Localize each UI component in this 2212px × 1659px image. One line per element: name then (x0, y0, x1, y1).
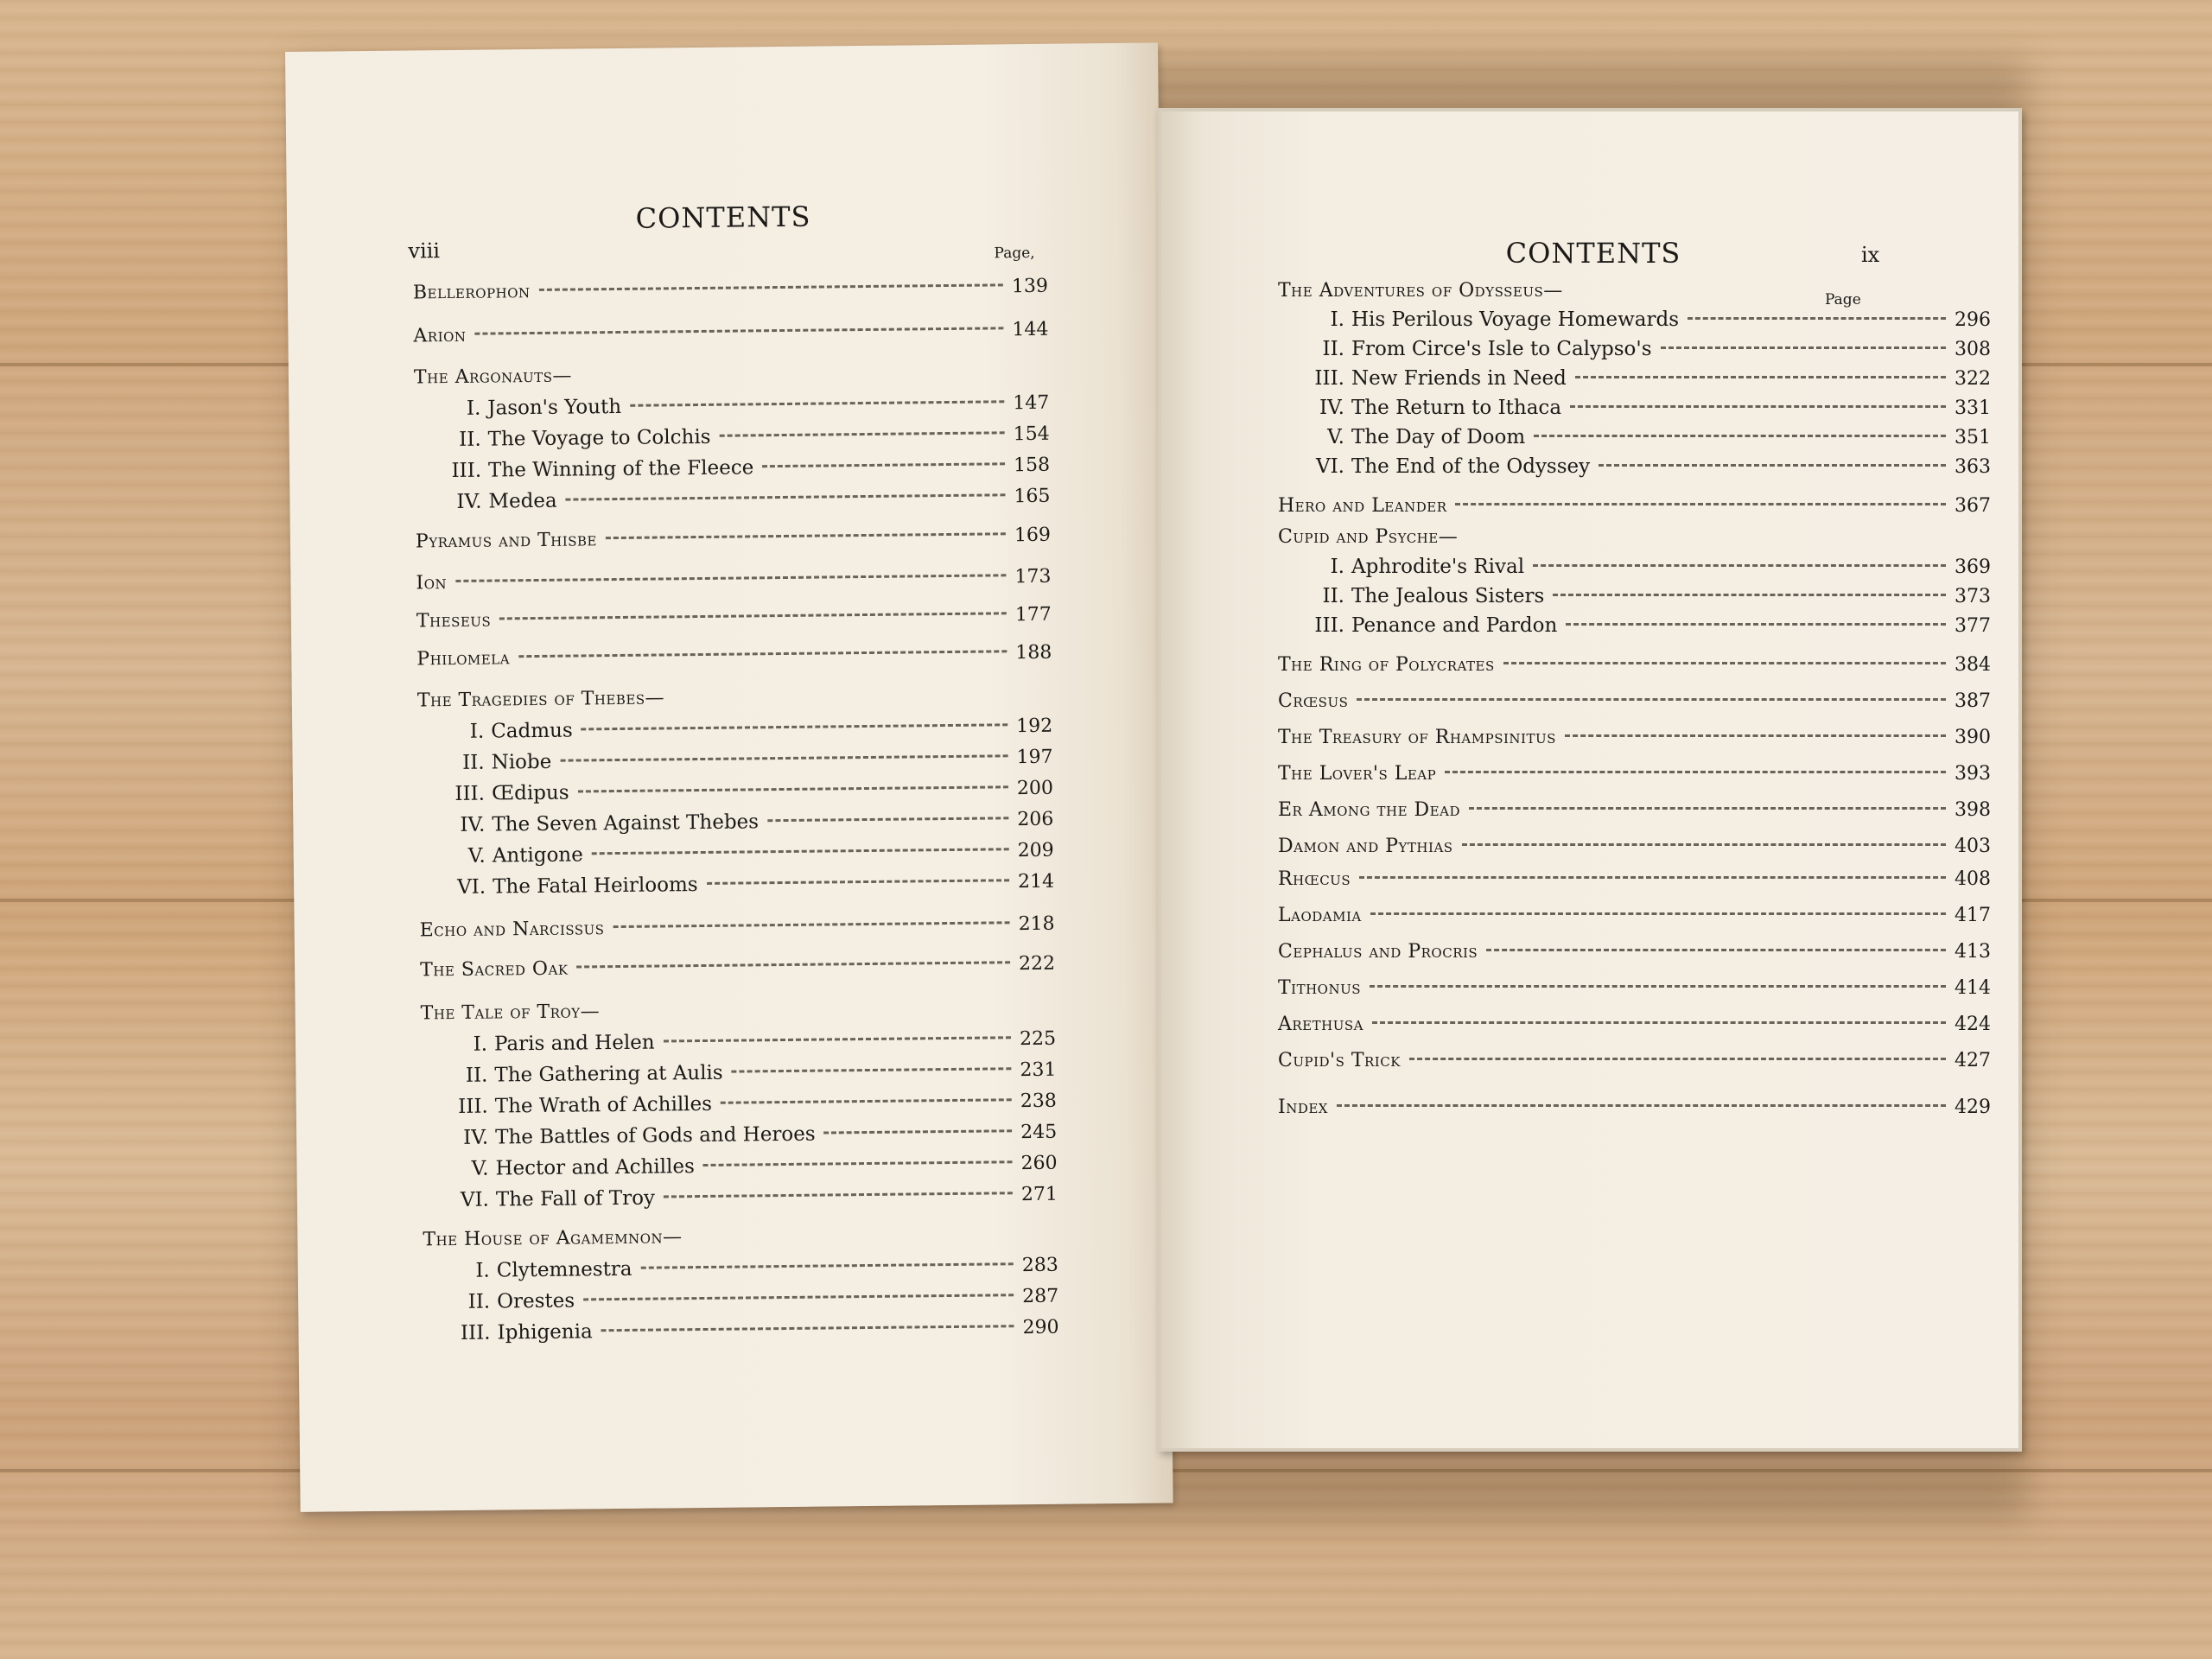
toc-entry-title: Crœsus (1278, 690, 1349, 712)
toc-entry-title: The Seven Against Thebes (492, 810, 760, 836)
toc-entry (1278, 1014, 1991, 1043)
toc-entry (428, 485, 1050, 521)
toc-entry-title: Jason's Youth (487, 395, 622, 420)
toc-entry (1278, 727, 1991, 756)
dot-leader (1462, 843, 1946, 846)
toc-entry (1278, 868, 1991, 898)
toc-entry-numeral: II. (465, 1064, 488, 1087)
toc-entry (430, 746, 1052, 782)
toc-entry (1291, 338, 1991, 367)
toc-entry-page-number: 271 (1020, 1183, 1058, 1206)
toc-entry-title: The Fatal Heirlooms (492, 874, 698, 899)
dot-leader (641, 1262, 1014, 1269)
toc-entry-page-number: 165 (1014, 485, 1051, 508)
toc-entry-numeral: IV. (460, 813, 486, 836)
toc-entry-page-number: 377 (1955, 615, 1991, 637)
dot-leader (1553, 594, 1946, 596)
toc-entry-title: The Tragedies of Thebes— (416, 687, 665, 712)
toc-entry-title: The Ring of Polycrates (1278, 654, 1495, 676)
toc-entry-title: Laodamia (1278, 905, 1362, 926)
toc-entry-numeral: I. (475, 1259, 490, 1282)
toc-entry-title: Cadmus (491, 719, 573, 743)
toc-entry-title: Orestes (497, 1289, 575, 1313)
toc-entry-numeral: II. (462, 751, 485, 774)
toc-entry-title: His Perilous Voyage Homewards (1351, 308, 1680, 331)
toc-entry-title: Iphigenia (497, 1320, 593, 1344)
dot-leader (577, 961, 1011, 968)
toc-entry-page-number: 283 (1021, 1254, 1058, 1277)
toc-entry-title: Paris and Helen (493, 1031, 655, 1056)
toc-entry-title: Er Among the Dead (1278, 799, 1460, 821)
toc-entry-title: The House of Agamemnon— (423, 1226, 683, 1251)
dot-leader (1599, 464, 1946, 467)
toc-entry-page-number: 429 (1955, 1096, 1991, 1118)
dot-leader (767, 817, 1008, 822)
toc-entry-title: The Sacred Oak (420, 957, 569, 982)
toc-entry-page-number: 331 (1955, 397, 1991, 419)
toc-entry-title: Arethusa (1278, 1014, 1363, 1035)
toc-entry (1291, 556, 1991, 585)
dot-leader (474, 327, 1003, 334)
toc-entry-page-number: 209 (1017, 839, 1054, 862)
toc-entry-numeral: I. (466, 397, 481, 420)
dot-leader (560, 754, 1007, 761)
toc-entry-page-number: 206 (1017, 808, 1054, 831)
toc-entry-page-number: 351 (1955, 427, 1991, 448)
toc-entry (432, 839, 1054, 875)
toc-entry (1278, 495, 1991, 524)
toc-entry-title: Hero and Leander (1278, 495, 1447, 517)
toc-entry (432, 870, 1054, 906)
toc-entry-page-number: 384 (1955, 654, 1991, 676)
toc-entry-numeral: IV. (463, 1126, 489, 1149)
toc-entry-title: Hector and Achilles (495, 1155, 695, 1180)
toc-entry-numeral: VI. (1315, 455, 1344, 478)
toc-entry-page-number: 177 (1014, 603, 1052, 626)
dot-leader (499, 612, 1007, 620)
dot-leader (583, 1294, 1014, 1300)
toc-entry-page-number: 403 (1955, 836, 1991, 857)
toc-entry-page-number: 363 (1955, 456, 1991, 478)
toc-entry-title: Bellerophon (412, 281, 531, 304)
dot-leader (664, 1192, 1013, 1198)
toc-entry-page-number: 427 (1955, 1050, 1991, 1071)
toc-entry-title: Œdipus (491, 781, 569, 805)
dot-leader (578, 785, 1008, 792)
toc-entry-page-number: 408 (1955, 868, 1991, 890)
toc-entry (1278, 1050, 1991, 1079)
toc-entry (1278, 941, 1991, 970)
dot-leader (539, 283, 1003, 291)
toc-entry-numeral: III. (460, 1321, 491, 1344)
toc-entry-title: Theseus (416, 609, 492, 632)
toc-entry-title: The Argonauts— (413, 365, 573, 389)
toc-entry-title: Index (1278, 1096, 1328, 1118)
toc-entry-page-number: 139 (1011, 275, 1049, 298)
toc-entry-title: Arion (413, 324, 467, 347)
toc-entry-title: Philomela (416, 647, 511, 671)
toc-entry-title: Pyramus and Thisbe (415, 529, 598, 553)
toc-entry-numeral: III. (1314, 367, 1344, 390)
page-folio: ix (1861, 243, 1880, 267)
toc-entry-page-number: 188 (1015, 641, 1052, 664)
toc-entry-numeral: IV. (456, 490, 482, 513)
toc-entry-page-number: 173 (1014, 565, 1052, 588)
dot-leader (1370, 985, 1946, 988)
toc-entry (1278, 836, 1991, 865)
toc-entry-page-number: 222 (1018, 952, 1056, 976)
toc-entry-page-number: 290 (1022, 1316, 1059, 1339)
toc-entry-numeral: III. (1314, 614, 1344, 637)
toc-entry-page-number: 218 (1018, 912, 1055, 936)
toc-entry (420, 913, 1055, 950)
toc-entry-page-number: 417 (1955, 905, 1991, 926)
dot-leader (1565, 734, 1946, 737)
dot-leader (664, 1036, 1011, 1042)
toc-entry-numeral: II. (1322, 585, 1344, 607)
toc-entry-page-number: 169 (1014, 524, 1052, 547)
dot-leader (1337, 1104, 1946, 1107)
toc-entry-title: The Lover's Leap (1278, 763, 1437, 785)
toc-entry-title: Penance and Pardon (1351, 614, 1558, 637)
toc-entry (431, 777, 1053, 813)
toc-entry-title: From Circe's Isle to Calypso's (1351, 338, 1652, 360)
toc-entry-title: The Adventures of Odysseus— (1278, 280, 1563, 302)
toc-entry (435, 1121, 1057, 1157)
toc-entry (435, 1183, 1058, 1219)
toc-entry-page-number: 322 (1955, 368, 1991, 390)
toc-entry-page-number: 367 (1955, 495, 1991, 517)
toc-entry-page-number: 398 (1955, 799, 1991, 821)
toc-entry-title: Antigone (492, 843, 583, 868)
toc-entry (427, 391, 1049, 428)
toc-entry-title: The Treasury of Rhampsinitus (1278, 727, 1556, 748)
dot-leader (1359, 876, 1946, 879)
page-column-head: Page (1825, 291, 1861, 308)
toc-entry-page-number: 147 (1013, 391, 1050, 415)
toc-entry-page-number: 200 (1016, 777, 1054, 800)
toc-entry-numeral: III. (454, 782, 486, 805)
dot-leader (630, 400, 1004, 407)
toc-entry (1278, 690, 1991, 720)
toc-entry-title: The Wrath of Achilles (494, 1092, 713, 1118)
toc-entry-title: Echo and Narcissus (419, 918, 605, 942)
toc-entry-page-number: 192 (1016, 715, 1053, 738)
dot-leader (518, 650, 1007, 658)
toc-entry (1278, 977, 1991, 1007)
toc-entry-numeral: IV. (1319, 397, 1344, 419)
toc-entry-page-number: 424 (1955, 1014, 1991, 1035)
toc-entry-numeral: I. (473, 1033, 488, 1056)
toc-entry-numeral: II. (1322, 338, 1344, 360)
toc-entry-title: Ion (416, 572, 448, 594)
toc-entry (1278, 654, 1991, 683)
page-folio: viii (408, 238, 441, 264)
toc-entry (430, 715, 1052, 751)
toc-entry-page-number: 144 (1012, 318, 1049, 341)
toc-entry-page-number: 369 (1955, 556, 1991, 578)
toc-entry-title: Niobe (491, 750, 552, 774)
dot-leader (1575, 376, 1946, 378)
dot-leader (721, 1098, 1012, 1104)
toc-entry (1291, 585, 1991, 614)
toc-entry (413, 319, 1048, 355)
toc-entry-page-number: 308 (1955, 339, 1991, 360)
toc-entry-title: The Gathering at Aulis (494, 1061, 723, 1087)
toc-entry-page-number: 154 (1013, 423, 1050, 446)
toc-entry (1278, 280, 1991, 309)
toc-entry-page-number: 287 (1022, 1285, 1059, 1308)
toc-entry-page-number: 245 (1020, 1121, 1058, 1144)
toc-entry (413, 276, 1048, 312)
dot-leader (566, 493, 1006, 500)
toc-entry-numeral: VI. (456, 875, 486, 899)
toc-entry-title: Cupid's Trick (1278, 1050, 1401, 1071)
toc-entry-title: Aphrodite's Rival (1351, 556, 1525, 578)
toc-entry-title: Cupid and Psyche— (1278, 526, 1459, 548)
toc-entry-page-number: 390 (1955, 727, 1991, 748)
toc-entry (1278, 1096, 1991, 1126)
dot-leader (1566, 623, 1946, 626)
dot-leader (601, 1325, 1014, 1332)
toc-entry-title: Cephalus and Procris (1278, 941, 1478, 963)
toc-entry (1291, 455, 1991, 485)
right-page (1158, 108, 2022, 1452)
toc-entry-title: The Return to Ithaca (1351, 397, 1562, 419)
dot-leader (1445, 771, 1946, 773)
toc-entry (428, 454, 1050, 490)
dot-leader (703, 1160, 1013, 1166)
toc-entry (416, 524, 1051, 561)
toc-entry (420, 953, 1055, 989)
toc-entry-title: Clytemnestra (496, 1257, 632, 1282)
dot-leader (1533, 564, 1946, 567)
toc-entry-numeral: I. (469, 720, 485, 743)
dot-leader (1469, 807, 1946, 810)
toc-entry (1291, 308, 1991, 338)
toc-entry-numeral: I. (1330, 556, 1344, 578)
toc-entry (1291, 397, 1991, 426)
toc-entry (435, 1090, 1057, 1126)
toc-entry-title: The Jealous Sisters (1351, 585, 1545, 607)
toc-entry (1291, 614, 1991, 644)
toc-entry-page-number: 231 (1020, 1058, 1057, 1082)
toc-entry-page-number: 414 (1955, 977, 1991, 999)
toc-entry-page-number: 393 (1955, 763, 1991, 785)
toc-entry-title: The End of the Odyssey (1351, 455, 1591, 478)
toc-entry-page-number: 373 (1955, 586, 1991, 607)
toc-entry-numeral: II. (467, 1290, 491, 1313)
toc-entry-title: Damon and Pythias (1278, 836, 1453, 857)
dot-leader (1357, 698, 1946, 701)
toc-entry (1291, 426, 1991, 455)
toc-entry (421, 996, 1056, 1033)
toc-entry (1278, 905, 1991, 934)
dot-leader (1372, 1021, 1946, 1024)
toc-entry-title: Rhœcus (1278, 868, 1351, 890)
toc-entry (434, 1058, 1056, 1095)
left-page (285, 42, 1173, 1511)
dot-leader (606, 532, 1006, 539)
toc-entry (414, 360, 1049, 397)
toc-entry-title: Tithonus (1278, 977, 1362, 999)
toc-entry-numeral: VI. (460, 1188, 490, 1211)
toc-entry (434, 1027, 1056, 1064)
toc-entry-page-number: 387 (1955, 690, 1991, 712)
toc-entry-numeral: II. (459, 428, 481, 451)
dot-leader (824, 1129, 1013, 1134)
toc-entry (416, 566, 1051, 602)
toc-entry-title: The Winning of the Fleece (487, 456, 754, 482)
page-title: CONTENTS (635, 200, 811, 235)
toc-entry (436, 1285, 1058, 1321)
dot-leader (582, 723, 1008, 730)
toc-entry (416, 642, 1052, 678)
toc-entry-page-number: 158 (1013, 454, 1051, 477)
toc-entry-numeral: III. (451, 459, 482, 483)
toc-entry-page-number: 413 (1955, 941, 1991, 963)
dot-leader (1409, 1058, 1946, 1060)
toc-entry-title: Medea (488, 489, 557, 513)
toc-entry-title: New Friends in Need (1351, 367, 1567, 390)
toc-entry-numeral: V. (1327, 426, 1344, 448)
toc-entry (1278, 526, 1991, 556)
toc-entry (423, 1223, 1058, 1259)
toc-entry (436, 1316, 1058, 1352)
toc-entry (431, 808, 1053, 844)
page-title: CONTENTS (1505, 237, 1681, 270)
page-column-head: Page, (994, 244, 1035, 263)
toc-entry-numeral: V. (467, 844, 486, 868)
toc-entry-title: The Day of Doom (1351, 426, 1526, 448)
dot-leader (455, 574, 1006, 582)
toc-entry (436, 1254, 1058, 1290)
dot-leader (1503, 662, 1946, 664)
toc-entry (1291, 367, 1991, 397)
dot-leader (707, 879, 1010, 885)
toc-entry-title: The Battles of Gods and Heroes (495, 1122, 816, 1149)
dot-leader (592, 848, 1009, 855)
toc-entry-page-number: 214 (1017, 870, 1055, 893)
toc-entry (428, 423, 1050, 459)
dot-leader (1661, 346, 1946, 349)
dot-leader (613, 921, 1009, 928)
dot-leader (720, 431, 1005, 436)
dot-leader (1370, 912, 1946, 915)
dot-leader (762, 462, 1005, 467)
dot-leader (1570, 405, 1946, 408)
toc-entry-page-number: 197 (1016, 746, 1053, 769)
toc-entry (416, 604, 1052, 640)
dot-leader (1455, 503, 1946, 505)
toc-entry (435, 1152, 1057, 1188)
dot-leader (732, 1067, 1012, 1072)
toc-entry-title: The Fall of Troy (495, 1186, 656, 1211)
toc-entry-title: The Tale of Troy— (420, 1001, 601, 1025)
toc-entry (1278, 763, 1991, 792)
toc-entry-page-number: 225 (1019, 1027, 1057, 1051)
toc-entry (1278, 799, 1991, 829)
toc-entry-title: The Voyage to Colchis (487, 425, 711, 451)
toc-entry-numeral: I. (1330, 308, 1344, 331)
dot-leader (1534, 435, 1946, 437)
toc-entry-page-number: 260 (1020, 1152, 1058, 1175)
dot-leader (1486, 949, 1946, 951)
toc-entry-numeral: V. (471, 1157, 489, 1180)
toc-entry-page-number: 238 (1020, 1090, 1057, 1113)
dot-leader (1688, 317, 1946, 320)
toc-entry-numeral: III. (458, 1095, 488, 1118)
toc-entry-page-number: 296 (1955, 309, 1991, 331)
toc-entry (417, 683, 1052, 720)
